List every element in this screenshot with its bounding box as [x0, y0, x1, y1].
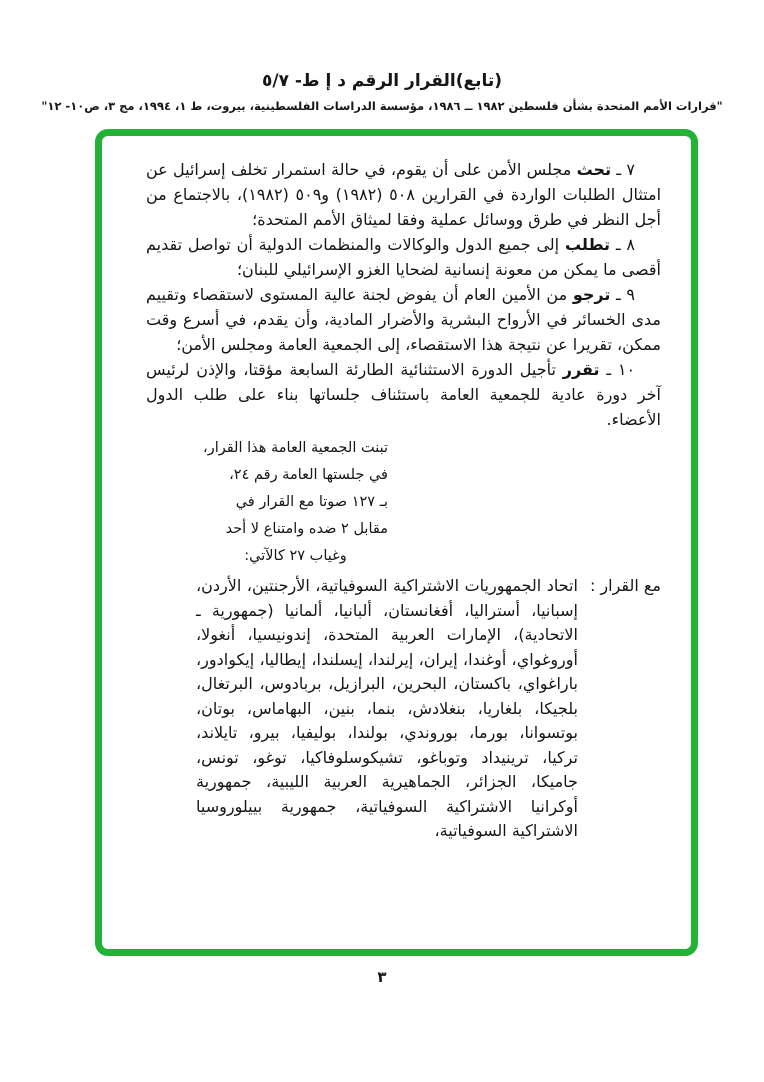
votes-for-country-list: اتحاد الجمهوريات الاشتراكية السوفياتية، الأرجنتين، الأردن، إسبانيا، أستراليا، أفغانستان، ألبانيا، ألمانيا (جمهورية ـ الاتحادية)، الإمارات العربية المتحدة، إندونيسيا، أنغولا، أوروغواي، أوغندا، إيران، إيرلندا، إيسلندا، إيطاليا، إيكوادور، باراغواي، باكستان، البحرين، البرازيل، بربادوس، البرتغال، بلجيكا، بلغاريا، بنغلادش، بنما، بنين، البهاماس، بوتان، بوتسوانا، بورما، بوروندي، بولندا، بوليفيا، بيرو، تايلاند، تركيا، ترينيداد وتوباغو، تشيكوسلوفاكيا، توغو، تونس، جاميكا، الجزائر، الجماهيرية العربية الليبية، جمهورية أوكرانيا الاشتراكية السوفياتية، جمهورية بييلوروسيا الاشتراكية السوفياتية، [196, 576, 578, 840]
adoption-tally-block [203, 435, 388, 570]
resolution-green-box [95, 129, 698, 956]
paragraph-7-text: مجلس الأمن على أن يقوم، في حالة استمرار تخلف إسرائيل عن امتثال الطلبات الواردة في القرارين ٥٠٨ (١٩٨٢) و٥٠٩ (١٩٨٢)، بالاجتماع من أجل النظر في طرق ووسائل عملية وفقا لميثاق الأمم المتحدة؛ [146, 160, 662, 229]
page-header [0, 0, 764, 113]
resolution-title: (تابع)القرار الرقم د إ ط- ٥/٧ [261, 71, 502, 91]
paragraph-8-number: ٨ ـ [615, 235, 636, 254]
paragraph-9-number: ٩ ـ [616, 285, 635, 304]
paragraph-8-text: إلى جميع الدول والوكالات والمنظمات الدولية أن تواصل تقديم أقصى ما يمكن من معونة إنسانية لضحايا الغزو الإسرائيلي للبنان؛ [146, 235, 661, 279]
paragraph-8-operative-verb: تطلب [564, 235, 611, 254]
paragraph-9 [146, 282, 661, 357]
votes-for-section [146, 574, 661, 844]
paragraph-10-operative-verb: تقرر [562, 360, 600, 379]
paragraph-9-text: من الأمين العام أن يفوض لجنة عالية المستوى لاستقصاء وتقييم مدى الخسائر في الأرواح البشرية والأضرار المادية، وأن يقدم، في أسرع وقت ممكن، تقريرا عن نتيجة هذا الاستقصاء، إلى الجمعية العامة ومجلس الأمن؛ [146, 285, 661, 354]
paragraph-8 [146, 232, 661, 282]
paragraph-9-operative-verb: ترجو [572, 285, 611, 304]
paragraph-7-number: ٧ ـ [616, 160, 635, 179]
paragraph-10-text: تأجيل الدورة الاستثنائية الطارئة السابعة مؤقتا، والإذن لرئيس آخر دورة عادية للجمعية العامة باستئناف جلساتها بناء على طلب الدول الأعضاء. [146, 360, 661, 429]
paragraph-7 [146, 157, 661, 232]
source-citation: "قرارات الأمم المتحدة بشأن فلسطين ١٩٨٢ ــ ١٩٨٦، مؤسسة الدراسات الفلسطينية، بيروت، ط ١، ١٩٩٤، مج ٣، ص١٠- ١٢" [41, 99, 723, 113]
tally-line: مقابل ٢ ضده وامتناع لا أحد [225, 521, 388, 537]
paragraph-10 [146, 357, 661, 432]
paragraph-7-operative-verb: تحث [576, 160, 612, 179]
tally-line: بـ ١٢٧ صوتا مع القرار في [235, 494, 388, 510]
page-number: ٣ [377, 968, 387, 986]
tally-line: وغياب ٢٧ كالآتي: [244, 548, 347, 564]
votes-for-label: مع القرار : [589, 576, 661, 595]
paragraph-10-number: ١٠ ـ [606, 360, 636, 379]
tally-line: في جلستها العامة رقم ٢٤، [229, 467, 388, 483]
tally-line: تبنت الجمعية العامة هذا القرار، [203, 440, 388, 456]
